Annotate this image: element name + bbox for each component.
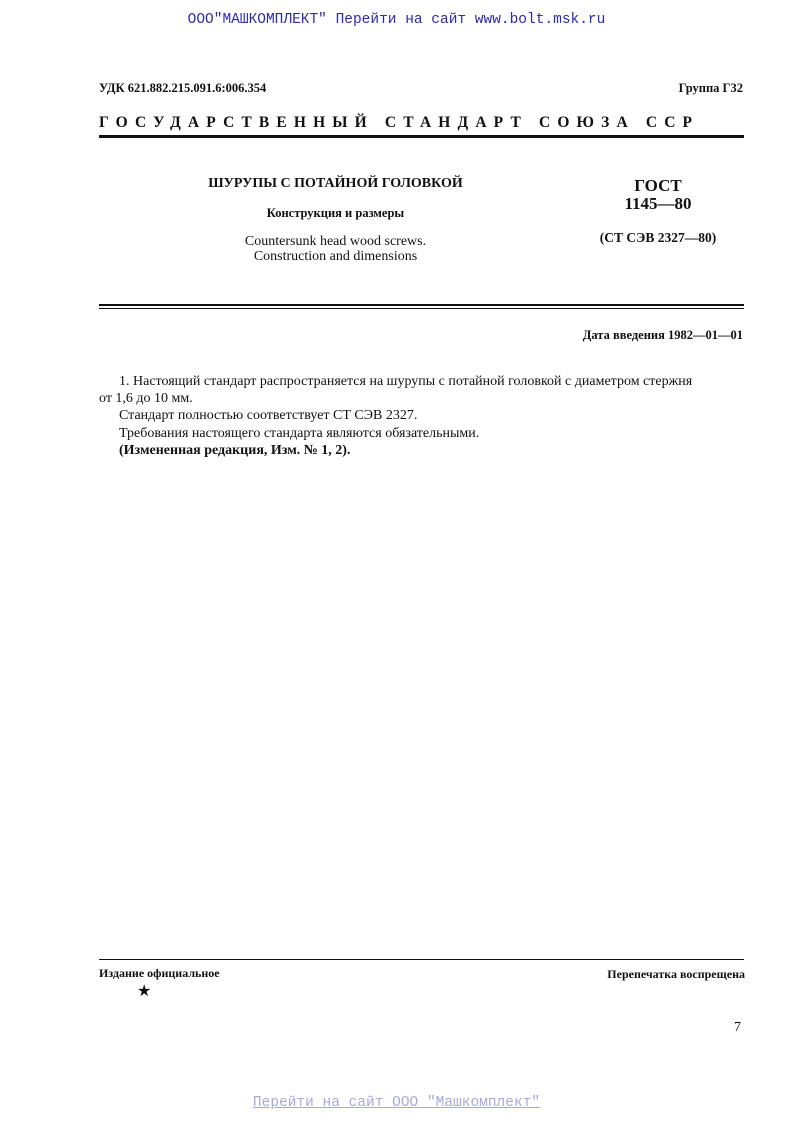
introduction-date: Дата введения 1982—01—01 <box>582 328 743 342</box>
header-divider <box>99 135 744 138</box>
title-divider-top <box>99 304 744 306</box>
paragraph-1-line-2: от 1,6 до 10 мм. <box>99 391 193 406</box>
official-edition-label: Издание официальное <box>99 966 220 980</box>
footer-divider <box>99 959 744 960</box>
document-title-en-line2: Construction and dimensions <box>253 249 418 264</box>
udk-code: УДК 621.882.215.091.6:006.354 <box>99 81 267 95</box>
amendment-note: (Измененная редакция, Изм. № 1, 2). <box>119 443 351 458</box>
paragraph-1-line-1: 1. Настоящий стандарт распространяется на шурупы с потайной головкой с диаметром стержня <box>119 374 693 389</box>
paragraph-3: Требования настоящего стандарта являются обязательными. <box>119 426 480 441</box>
state-standard-banner: ГОСУДАРСТВЕННЫЙ СТАНДАРТ СОЮЗА ССР <box>99 114 700 131</box>
title-divider-bottom <box>99 308 744 309</box>
document-subtitle-ru: Конструкция и размеры <box>266 206 405 220</box>
gost-number: 1145—80 <box>624 194 692 213</box>
star-icon: ★ <box>137 983 152 1000</box>
document-title-en-line1: Countersunk head wood screws. <box>244 234 427 249</box>
header-site-link[interactable]: ООО"МАШКОМПЛЕКТ" Перейти на сайт www.bolt.msk.ru <box>187 12 606 28</box>
document-title-ru: ШУРУПЫ С ПОТАЙНОЙ ГОЛОВКОЙ <box>208 176 463 191</box>
gost-label: ГОСТ <box>634 176 682 195</box>
footer-site-link[interactable]: Перейти на сайт ООО "Машкомплект" <box>252 1095 541 1111</box>
st-sev-equivalent: (СТ СЭВ 2327—80) <box>599 230 717 245</box>
group-code: Группа Г32 <box>678 81 743 95</box>
paragraph-2: Стандарт полностью соответствует СТ СЭВ 2327. <box>119 408 418 423</box>
page-number: 7 <box>734 1020 741 1035</box>
reprint-prohibited-label: Перепечатка воспрещена <box>607 967 745 981</box>
